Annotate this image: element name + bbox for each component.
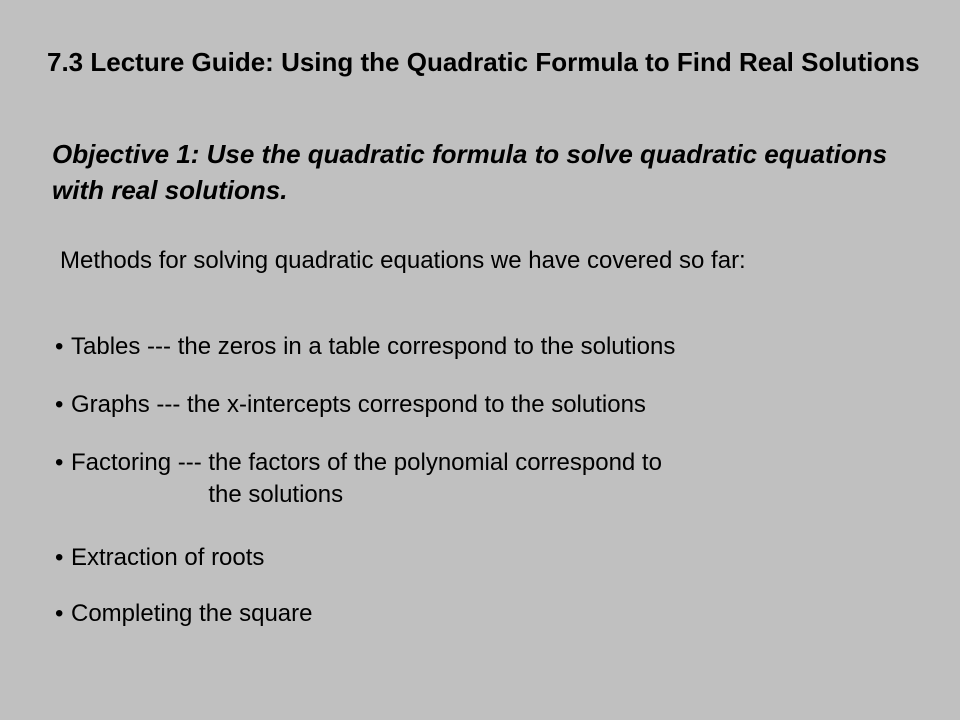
slide-title: 7.3 Lecture Guide: Using the Quadratic Formula to Find Real Solutions xyxy=(47,47,920,77)
method-item-completing-square xyxy=(55,598,312,630)
method-text: Graphs --- the x-intercepts correspond to the solutions xyxy=(71,391,646,418)
intro-text: Methods for solving quadratic equations we have covered so far: xyxy=(60,247,746,274)
bullet-glyph: • xyxy=(55,544,64,571)
bullet-glyph: • xyxy=(55,333,64,360)
bullet-glyph: • xyxy=(55,391,64,418)
method-text: Tables --- the zeros in a table correspond to the solutions xyxy=(71,333,676,360)
method-item-tables xyxy=(55,331,675,363)
method-description xyxy=(208,447,662,511)
method-item-factoring xyxy=(55,447,662,511)
method-term: Factoring --- xyxy=(71,449,209,476)
method-item-extraction xyxy=(55,542,264,574)
objective-text: Objective 1: Use the quadratic formula to solve quadratic equations with real solutions. xyxy=(52,139,888,205)
method-text: Completing the square xyxy=(71,600,313,627)
method-description-line-1: the factors of the polynomial correspond to xyxy=(208,449,662,476)
bullet-glyph: • xyxy=(55,600,64,627)
bullet-glyph: • xyxy=(55,449,64,476)
method-text: Extraction of roots xyxy=(71,544,265,571)
method-description-line-2: the solutions xyxy=(208,481,344,508)
method-item-graphs xyxy=(55,389,646,421)
